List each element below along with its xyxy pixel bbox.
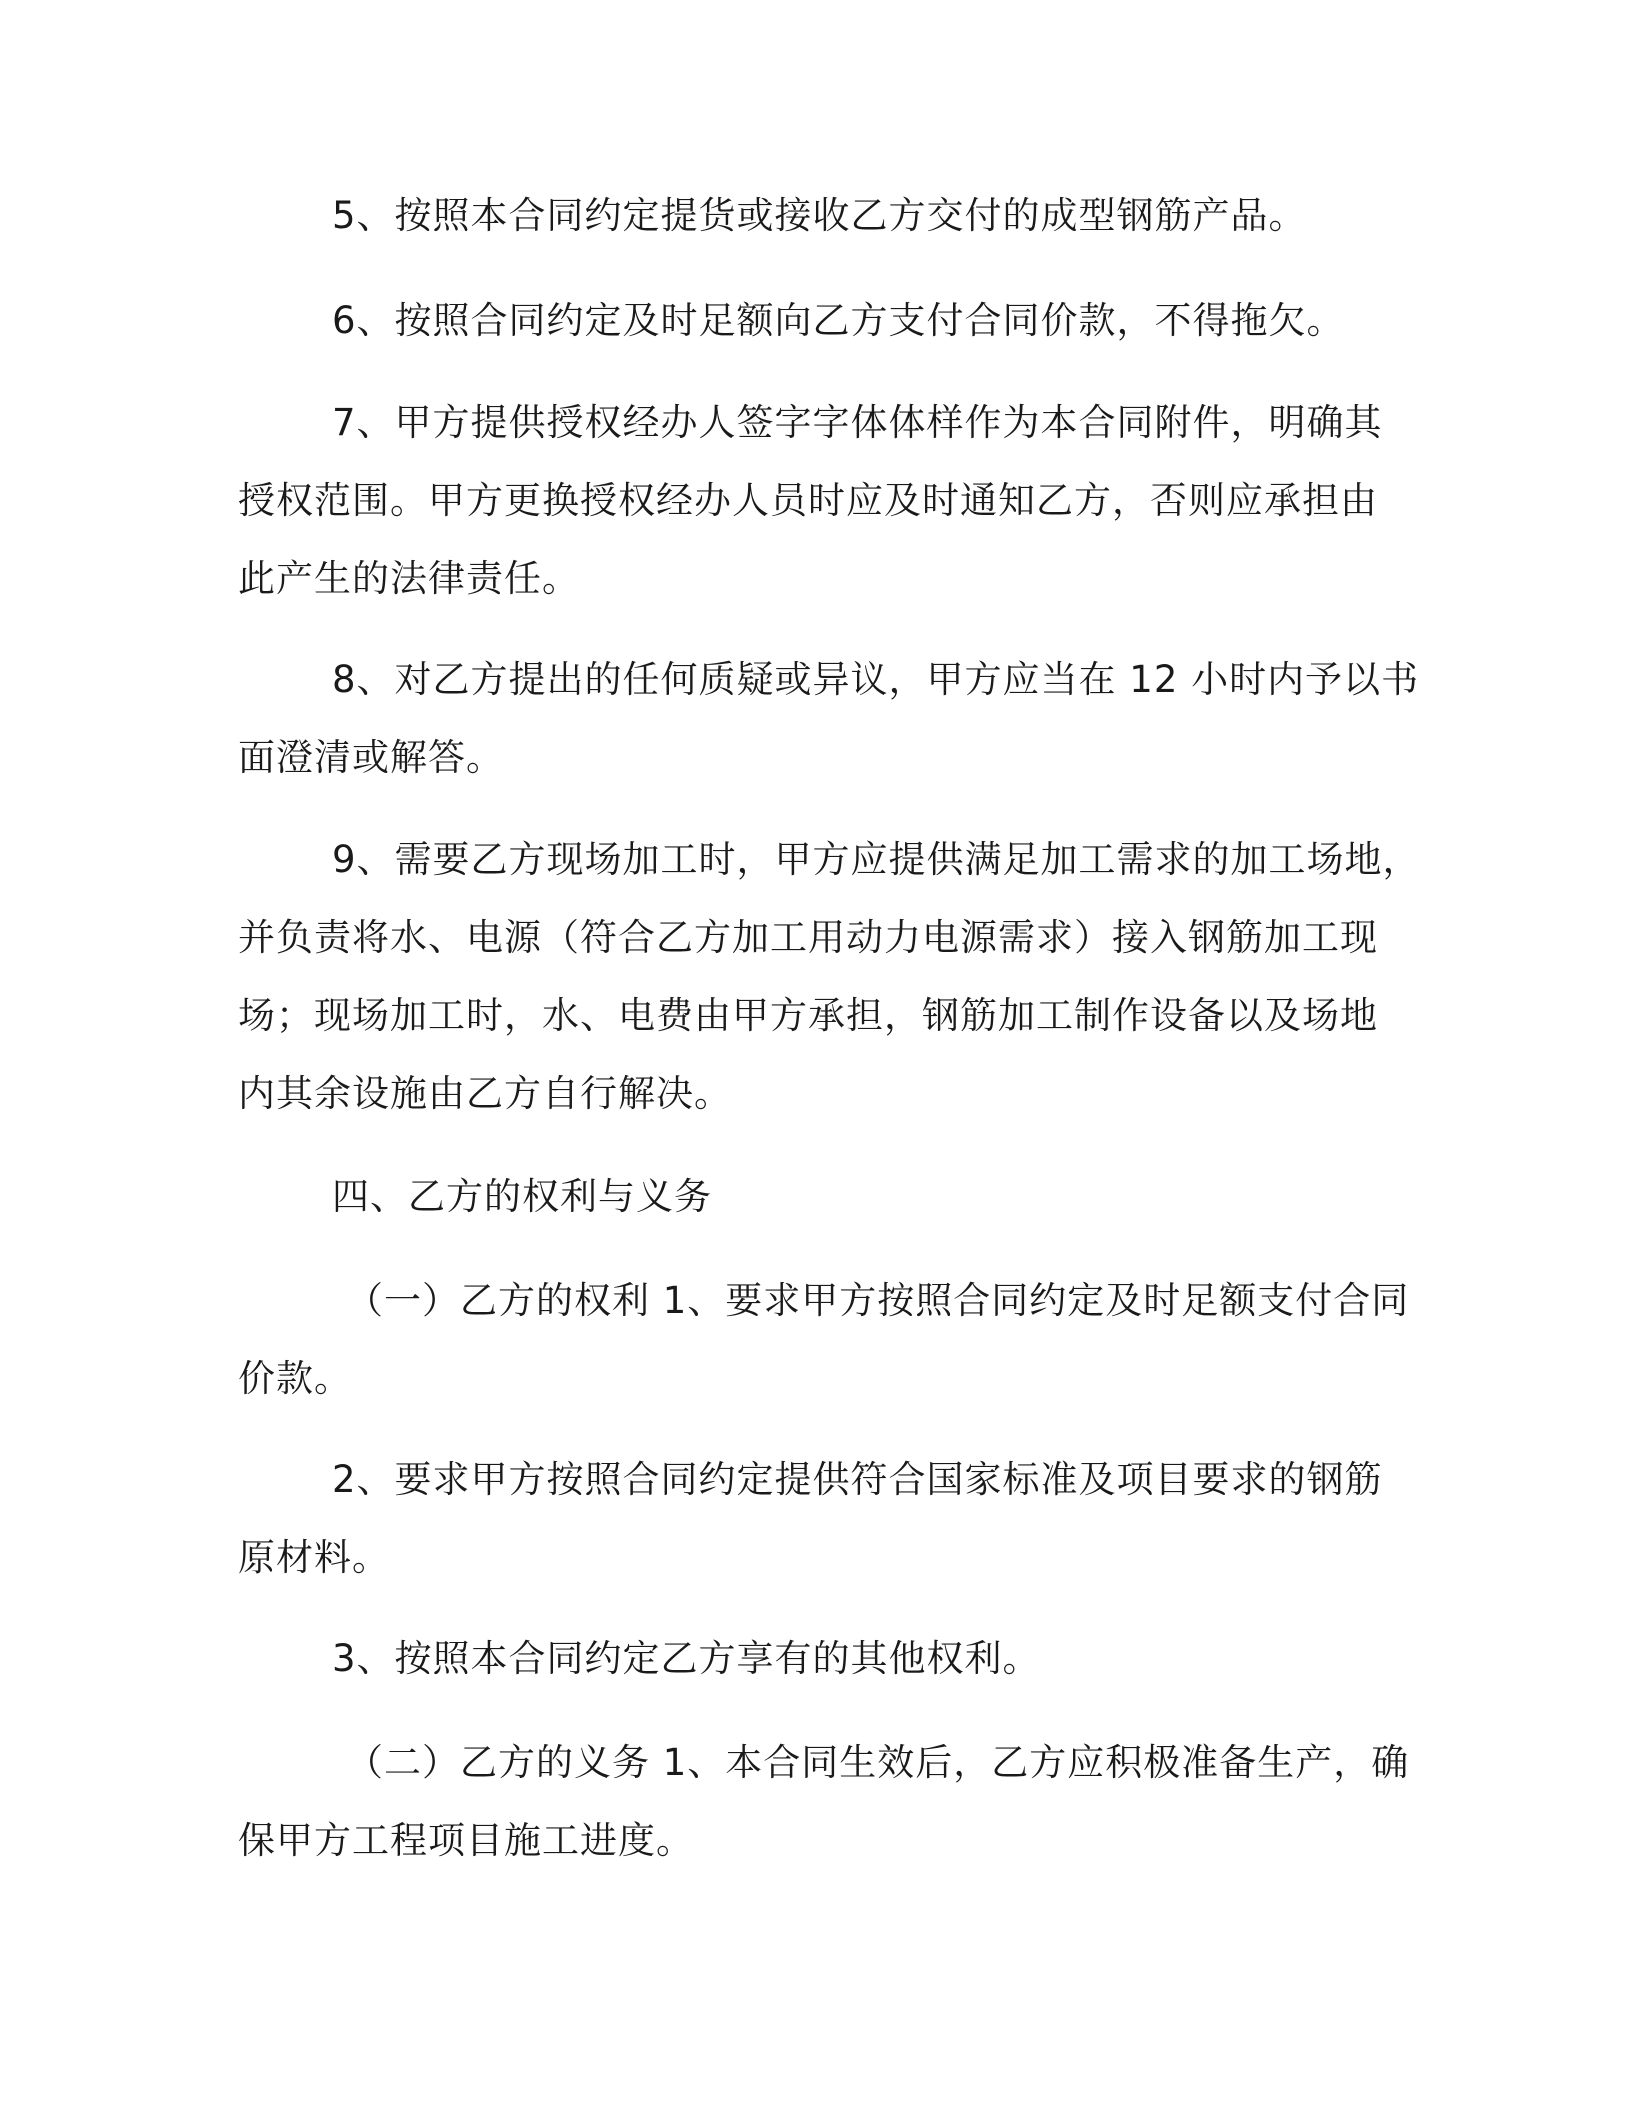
- clause-item-5: [238, 177, 1388, 255]
- party-b-obligations: [238, 1724, 1410, 1880]
- clause-line: 面澄清或解答。: [238, 736, 504, 779]
- clause-line: 内其余设施由乙方自行解决。: [238, 1072, 732, 1115]
- rights-item-3: [238, 1620, 1388, 1698]
- clause-line: （二）乙方的义务 1、本合同生效后，乙方应积极准备生产，确: [346, 1741, 1410, 1784]
- clause-line: 8、对乙方提出的任何质疑或异议，甲方应当在 12 小时内予以书: [332, 658, 1420, 701]
- clause-item-7: [238, 384, 1388, 618]
- section-heading: 四、乙方的权利与义务: [332, 1175, 712, 1218]
- clause-line: 原材料。: [238, 1536, 390, 1579]
- clause-line: 授权范围。甲方更换授权经办人员时应及时通知乙方，否则应承担由: [238, 479, 1378, 522]
- clause-line: 5、按照本合同约定提货或接收乙方交付的成型钢筋产品。: [332, 194, 1307, 237]
- clause-line: 保甲方工程项目施工进度。: [238, 1819, 694, 1862]
- clause-line: 9、需要乙方现场加工时，甲方应提供满足加工需求的加工场地，: [332, 838, 1421, 881]
- clause-line: 2、要求甲方按照合同约定提供符合国家标准及项目要求的钢筋: [332, 1458, 1383, 1501]
- clause-item-9: [238, 821, 1421, 1133]
- clause-line: 并负责将水、电源（符合乙方加工用动力电源需求）接入钢筋加工现: [238, 916, 1378, 959]
- rights-item-2: [238, 1441, 1388, 1597]
- clause-line: （一）乙方的权利 1、要求甲方按照合同约定及时足额支付合同: [346, 1279, 1410, 1322]
- clause-line: 场；现场加工时，水、电费由甲方承担，钢筋加工制作设备以及场地: [238, 994, 1378, 1037]
- clause-line: 价款。: [238, 1357, 352, 1400]
- clause-item-8: [238, 641, 1420, 797]
- clause-line: 3、按照本合同约定乙方享有的其他权利。: [332, 1637, 1041, 1680]
- party-b-rights: [238, 1262, 1410, 1418]
- clause-item-6: [238, 282, 1388, 360]
- clause-line: 7、甲方提供授权经办人签字字体体样作为本合同附件，明确其: [332, 401, 1383, 444]
- clause-line: 此产生的法律责任。: [238, 557, 580, 600]
- clause-line: 6、按照合同约定及时足额向乙方支付合同价款，不得拖欠。: [332, 299, 1345, 342]
